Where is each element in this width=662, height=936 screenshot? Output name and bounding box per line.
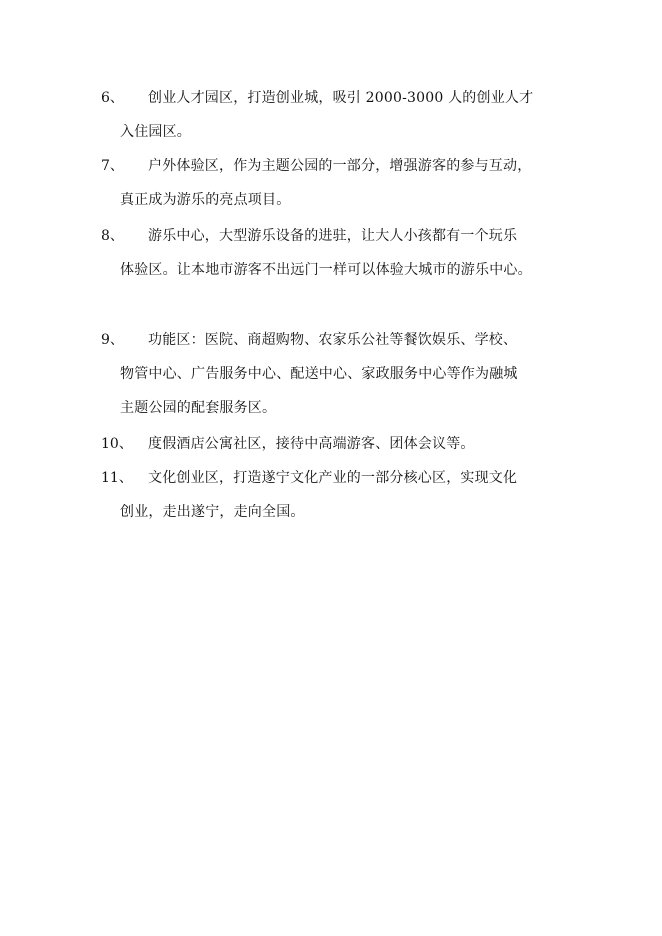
item-text-line: 创业，走出遂宁，走向全国。 <box>120 504 305 520</box>
item-text-line: 度假酒店公寓社区，接待中高端游客、团体会议等。 <box>148 436 475 452</box>
item-number: 10、 <box>101 436 133 452</box>
item-number: 8、 <box>101 228 124 244</box>
item-number: 11、 <box>101 470 133 486</box>
item-text-line: 户外体验区，作为主题公园的一部分，增强游客的参与互动， <box>148 158 532 174</box>
item-text-line: 物管中心、广告服务中心、配送中心、家政服务中心等作为融城 <box>120 366 518 382</box>
item-text-line: 功能区：医院、商超购物、农家乐公社等餐饮娱乐、学校、 <box>148 332 518 348</box>
item-number: 6、 <box>101 90 124 106</box>
item-text-line: 创业人才园区，打造创业城，吸引 2000-3000 人的创业人才 <box>148 90 534 106</box>
item-text-line: 入住园区。 <box>120 124 191 140</box>
item-text-line: 主题公园的配套服务区。 <box>120 400 277 416</box>
item-text-line: 体验区。让本地市游客不出远门一样可以体验大城市的游乐中心。 <box>120 262 532 278</box>
item-number: 7、 <box>101 158 124 174</box>
item-number: 9、 <box>101 332 124 348</box>
item-text-line: 文化创业区，打造遂宁文化产业的一部分核心区，实现文化 <box>148 470 518 486</box>
item-text-line: 真正成为游乐的亮点项目。 <box>120 192 291 208</box>
item-text-line: 游乐中心，大型游乐设备的进驻，让大人小孩都有一个玩乐 <box>148 228 518 244</box>
